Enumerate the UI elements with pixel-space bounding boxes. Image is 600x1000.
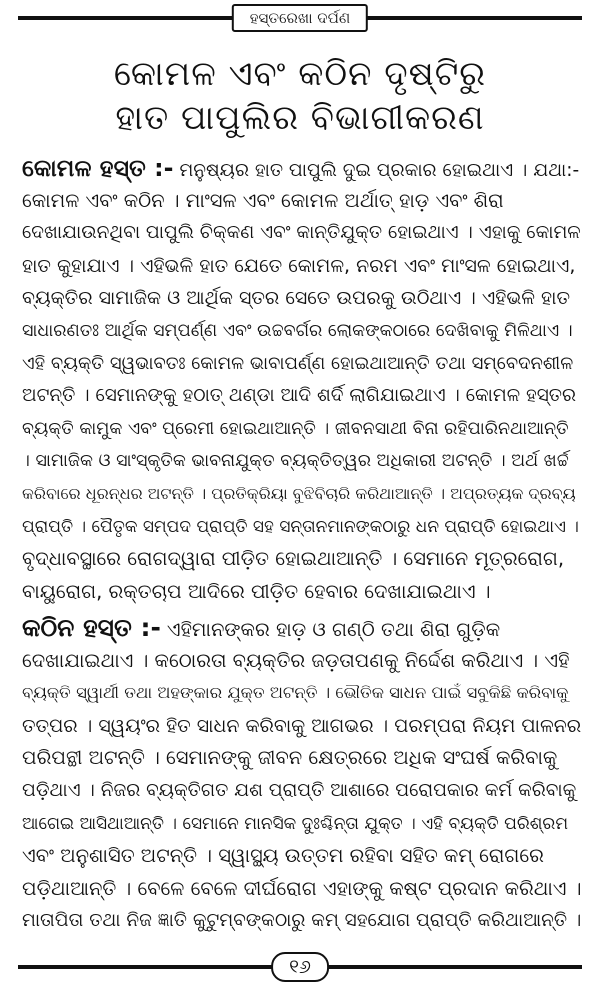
paragraph-line: ଏବଂ ଅନୁଶାସିତ ଅଟନ୍ତି । ସ୍ୱାସ୍ଥ୍ୟ ଉତ୍ତମ ରହିବା ସହିତ କମ୍ ରୋଗରେ: [22, 844, 544, 868]
chapter-title-line-1: କୋମଳ ଏବଂ କଠିନ ଦୃଷ୍ଟିରୁ: [113, 54, 487, 94]
paragraph-line: ତତ୍ପର । ସ୍ୱୟଂର ହିତ ସାଧନ କରିବାକୁ ଆଗଭର । ପରମ୍ପରା ନିୟମ ପାଳନର: [22, 714, 582, 737]
section-soft-hand: [22, 152, 582, 608]
paragraph-line: [22, 612, 582, 645]
paragraph-line: ବୃଦ୍ଧାବସ୍ଥାରେ ରୋଗଦ୍ୱାରା ପୀଡ଼ିତ ହୋଇଥାଆନ୍ତି । ସେମାନେ ମୂତ୍ରରୋଗ,: [22, 547, 565, 571]
section-heading: କୋମଳ ହସ୍ତ :-: [22, 154, 174, 182]
paragraph-line: ଅଟନ୍ତି । ସେମାନଙ୍କୁ ହଠାତ୍ ଥଣ୍ଡା ଆଦି ଶର୍ଦି ଲାଗିଯାଇଥାଏ । କୋମଳ ହସ୍ତର: [22, 385, 577, 407]
paragraph-line: ପ୍ରାପ୍ତି । ପୈତୃକ ସମ୍ପଦ ପ୍ରାପ୍ତି ସହ ସନ୍ତାନମାନଙ୍କଠାରୁ ଧନ ପ୍ରାପ୍ତି ହୋଇଥାଏ ।: [22, 516, 579, 537]
paragraph-line: [22, 152, 582, 185]
paragraph-line: ବାୟୁରୋଗ, ରକ୍ତଚାପ ଆଦିରେ ପୀଡ଼ିତ ହେବାର ଦେଖାଯାଇଥାଏ ।: [22, 579, 491, 603]
paragraph-line: ହାତ କୁହାଯାଏ । ଏହିଭଳି ହାତ ଯେତେ କୋମଳ, ନରମ ଏବଂ ମାଂସଳ ହୋଇଥାଏ,: [22, 254, 576, 277]
paragraph-line: ପଡ଼ିଥାଏ । ନିଜର ବ୍ୟକ୍ତିଗତ ଯଶ ପ୍ରାପ୍ତି ଆଶାରେ ପରୋପକାର କର୍ମ କରିବାକୁ: [22, 779, 577, 801]
paragraph-line: ବ୍ୟକ୍ତିର ସାମାଜିକ ଓ ଆର୍ଥିକ ସ୍ତର ସେତେ ଉପରକୁ ଉଠିଥାଏ । ଏହିଭଳି ହାତ: [22, 287, 570, 310]
section-heading: କଠିନ ହସ୍ତ :-: [22, 613, 161, 642]
paragraph-line: ଦେଖାଯାଇଥାଏ । କଠୋରତା ବ୍ୟକ୍ତିର ଜଡ଼ତାପଣକୁ ନିର୍ଦ୍ଦେଶ କରିଥାଏ । ଏହି: [22, 648, 570, 672]
running-header: ହସ୍ତରେଖା ଦର୍ପଣ: [232, 4, 368, 32]
line-text: ଏହିମାନଙ୍କର ହାଡ଼ ଓ ଗଣ୍ଠି ତଥା ଶିରା ଗୁଡ଼ିକ: [166, 618, 501, 641]
paragraph-line: ପରିପନ୍ଥୀ ଅଟନ୍ତି । ସେମାନଙ୍କୁ ଜୀବନ କ୍ଷେତ୍ରରେ ଅଧିକ ସଂଘର୍ଷ କରିବାକୁ: [22, 746, 558, 770]
paragraph-line: ପଡ଼ିଥାଆନ୍ତି । ବେଳେ ବେଳେ ଦୀର୍ଘରୋଗ ଏହାଙ୍କୁ କଷ୍ଟ ପ୍ରଦାନ କରିଥାଏ ।: [22, 876, 582, 900]
page-number: ୧୬: [271, 952, 329, 982]
paragraph-line: କରିବାରେ ଧୂରନ୍ଧର ଅଟନ୍ତି । ପ୍ରତିକ୍ରିୟା ବୁଝିବିଚାରି କରିଥାଆନ୍ତି । ଅପ୍ରତ୍ୟକ ଦ୍ରବ୍ୟ: [22, 483, 576, 503]
paragraph-line: ବ୍ୟକ୍ତି କାମୁକ ଏବଂ ପ୍ରେମୀ ହୋଇଥାଆନ୍ତି । ଜୀବନସାଥୀ ବିନା ରହିପାରିନଥାଆନ୍ତି: [22, 418, 569, 439]
paragraph-line: କୋମଳ ଏବଂ କଠିନ । ମାଂସଳ ଏବଂ କୋମଳ ଅର୍ଥାତ୍ ହାଡ଼ ଏବଂ ଶିରା: [22, 188, 504, 212]
paragraph-line: ସାଧାରଣତଃ ଆର୍ଥିକ ସମ୍ପର୍ଣ୍ଣ ଏବଂ ଉଚ୍ଚବର୍ଗର ଲୋକଙ୍କଠାରେ ଦେଖିବାକୁ ମିଳିଥାଏ ।: [22, 320, 573, 341]
paragraph-line: ମାତାପିତା ତଥା ନିଜ ଜ୍ଞାତି କୁଟୁମ୍ବଙ୍କଠାରୁ କମ୍ ସହଯୋଗ ପ୍ରାପ୍ତି କରିଥାଆନ୍ତି ।: [22, 910, 582, 932]
section-hard-hand: [22, 612, 582, 938]
paragraph-line: ଏହି ବ୍ୟକ୍ତି ସ୍ୱଭାବତଃ କୋମଳ ଭାବାପର୍ଣ୍ଣ ହୋଇଥାଆନ୍ତି ତଥା ସମ୍ବେଦନଶୀଳ: [22, 352, 574, 374]
paragraph-line: ବ୍ୟକ୍ତି ସ୍ୱାର୍ଥୀ ତଥା ଅହଙ୍କାର ଯୁକ୍ତ ଅଟନ୍ତି । ଭୌତିକ ସାଧନ ପାଇଁ ସବୁକିଛି କରିବାକୁ: [22, 683, 569, 703]
paragraph-line: ଆଗେଇ ଆସିଥାଆନ୍ତି । ସେମାନେ ମାନସିକ ଦୁଃଶ୍ଚିନ୍ତା ଯୁକ୍ତ । ଏହି ବ୍ୟକ୍ତି ପରିଶ୍ରମ: [22, 813, 569, 834]
paragraph-line: । ସାମାଜିକ ଓ ସାଂସ୍କୃତିକ ଭାବନାଯୁକ୍ତ ବ୍ୟକ୍ତିତ୍ୱର ଅଧିକାରୀ ଅଟନ୍ତି । ଅର୍ଥ ଖର୍ଚ୍ଚ: [22, 451, 569, 472]
line-text: ମନୁଷ୍ୟର ହାତ ପାପୁଲି ଦୁଇ ପ୍ରକାର ହୋଇଥାଏ । ଯଥା:-: [179, 160, 580, 181]
chapter-title-line-2: ହାତ ପାପୁଲିର ବିଭାଗୀକରଣ: [115, 98, 485, 138]
paragraph-line: ଦେଖାଯାଉନଥିବା ପାପୁଲି ଚିକ୍କଣ ଏବଂ କାନ୍ତିଯୁକ୍ତ ହୋଇଥାଏ । ଏହାକୁ କୋମଳ: [22, 222, 581, 244]
